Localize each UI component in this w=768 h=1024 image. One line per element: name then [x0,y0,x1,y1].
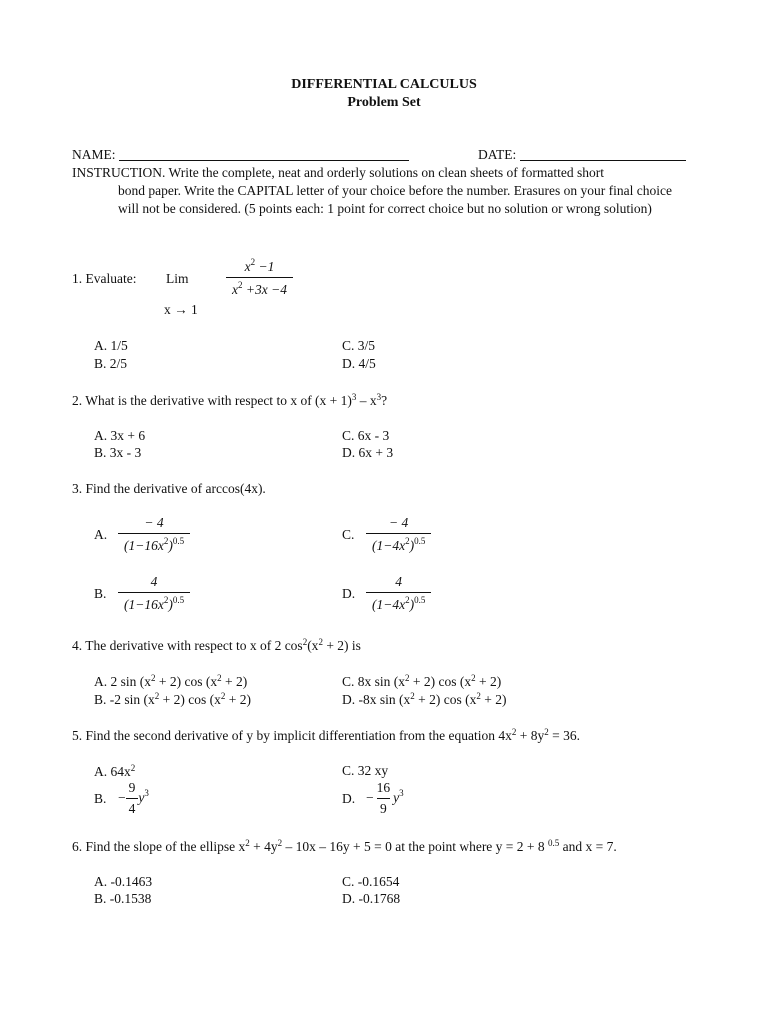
q5-option-d[interactable]: − $\frac{16}{9}$ $y^3$ [366,779,404,818]
q1-option-a[interactable]: A. 1/5 [94,338,128,353]
fraction-denominator: $(1-16x^2)^{0.5}$ [118,592,190,614]
q5-option-d-label[interactable]: D. [342,791,356,806]
q3-option-c[interactable] [366,514,431,555]
q2-option-d[interactable]: D. 6x + 3 [342,445,394,460]
fraction-denominator: $(1-4x^2)^{0.5}$ [366,533,431,555]
q5-option-b[interactable]: − $\frac{9}{4}$ $y^3$ [118,779,149,818]
q1-option-c[interactable]: C. 3/5 [342,338,376,353]
q4-option-d[interactable]: D. -8x $\sin (x^2 + 2)$ $\cos (x^2 + 2)$ [342,691,507,707]
fraction-denominator: $x^2 +3x -4$ [226,277,293,299]
document-subtitle: Problem Set [347,95,421,110]
fraction-numerator: $x^2 -1$ [244,257,275,274]
name-field[interactable] [72,146,409,164]
q3-option-a-label[interactable]: A. [94,527,108,542]
instruction-first-line: INSTRUCTION. Write the complete, neat and orderly solutions on clean sheets of formatted short [72,165,604,180]
q3-option-b[interactable] [118,573,190,614]
q4-option-b[interactable]: B. -2 $\sin (x^2 + 2)$ $\cos (x^2 + 2)$ [94,691,251,707]
q2-option-c[interactable]: C. 6x - 3 [342,428,390,443]
fraction-numerator: 9 [128,780,136,795]
q3-option-c-label[interactable]: C. [342,527,355,542]
date-blank[interactable] [520,146,686,161]
q4-option-a[interactable]: A. 2 $\sin (x^2 + 2)$ $\cos (x^2 + 2)$ [94,673,248,689]
q6-option-a[interactable]: A. -0.1463 [94,874,153,889]
question-2-prompt: 2. What is the derivative with respect to x of $(x + 1)^3 - x^3$? [72,392,388,408]
q5-option-a[interactable]: A. $64x^2$ [94,763,136,779]
q3-option-a[interactable] [118,514,190,555]
q3-option-d[interactable] [366,573,431,614]
q1-option-d[interactable]: D. 4/5 [342,356,376,371]
fraction-denominator: 4 [126,798,139,818]
fraction-numerator: − 4 [389,515,409,530]
instruction-continuation: bond paper. Write the CAPITAL letter of your choice before the number. Erasures on your final choice will not be considered. (5 points each: 1 point for correct choice but no solution or wrong solution) [118,183,672,217]
fraction-numerator: 4 [395,574,403,589]
q6-option-d[interactable]: D. -0.1768 [342,891,401,906]
fraction-numerator: 4 [150,574,158,589]
question-3-prompt: 3. Find the derivative of arccos(4x). [72,481,266,496]
fraction-numerator: − 4 [144,515,164,530]
q2-option-b[interactable]: B. 3x - 3 [94,445,142,460]
question-1-limit-var: x → 1 [164,302,198,317]
question-6-prompt: 6. Find the slope of the ellipse $x^2 + 4y^2 - 10x - 16y + 5 = 0$ at the point where y = 2 + 8 $^{0.5}$ and x = 7. [72,838,617,854]
question-5-prompt: 5. Find the second derivative of y by implicit differentiation from the equation $4x^2 + 8y^2 = 36$. [72,727,581,743]
name-label: NAME: [72,147,116,162]
question-4-prompt: 4. The derivative with respect to x of 2 $\cos^2(x^2 + 2)$ is [72,637,361,653]
fraction-denominator: $(1-4x^2)^{0.5}$ [366,592,431,614]
question-1-fraction [226,256,293,299]
question-1-prompt: 1. Evaluate: [72,271,137,286]
q4-option-c[interactable]: C. 8x $\sin (x^2 + 2)$ $\cos (x^2 + 2)$ [342,673,502,689]
date-field[interactable] [478,146,686,164]
q6-option-c[interactable]: C. -0.1654 [342,874,400,889]
name-blank[interactable] [119,146,409,161]
q1-option-b[interactable]: B. 2/5 [94,356,128,371]
fraction-denominator: $(1-16x^2)^{0.5}$ [118,533,190,555]
q6-option-b[interactable]: B. -0.1538 [94,891,152,906]
instruction-block [72,164,696,219]
question-1-lim: Lim [166,271,189,286]
fraction-numerator: 16 [376,780,391,795]
document-title: DIFFERENTIAL CALCULUS [291,77,477,92]
q5-option-c[interactable]: C. 32 xy [342,763,389,778]
date-label: DATE: [478,147,517,162]
q2-option-a[interactable]: A. 3x + 6 [94,428,146,443]
fraction-denominator: 9 [377,798,390,818]
q3-option-b-label[interactable]: B. [94,586,107,601]
q3-option-d-label[interactable]: D. [342,586,356,601]
q5-option-b-label[interactable]: B. [94,791,107,806]
